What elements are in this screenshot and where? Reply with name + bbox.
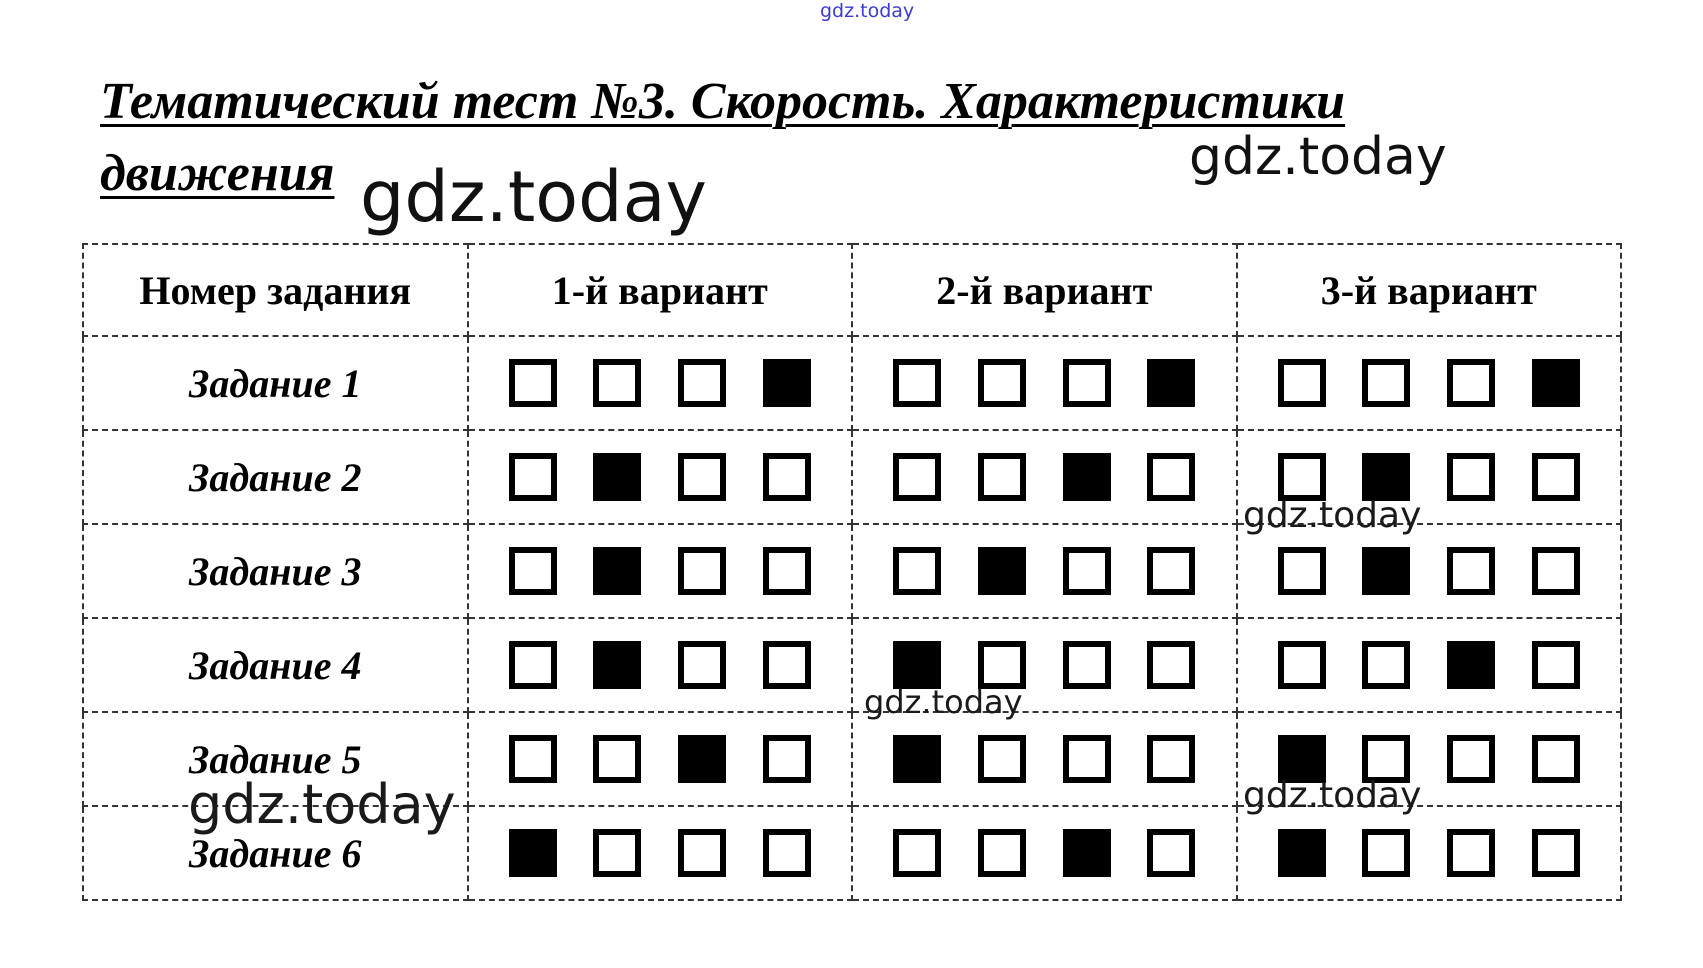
watermark-top: gdz.today (820, 0, 915, 22)
header-variant-1: 1-й вариант (468, 244, 853, 336)
checked-box-icon (978, 547, 1026, 595)
checked-box-icon (1147, 359, 1195, 407)
checked-box-icon (1063, 453, 1111, 501)
task-label: Задание 1 (83, 336, 468, 430)
watermark-row5-right: gdz.today (1243, 775, 1422, 816)
empty-box-icon (893, 547, 941, 595)
empty-box-icon (978, 735, 1026, 783)
answer-options (469, 829, 852, 877)
empty-box-icon (593, 359, 641, 407)
empty-box-icon (763, 641, 811, 689)
empty-box-icon (1063, 547, 1111, 595)
answer-options (469, 453, 852, 501)
empty-box-icon (509, 735, 557, 783)
task-label: Задание 6 (83, 806, 468, 900)
empty-box-icon (763, 453, 811, 501)
checked-box-icon (593, 641, 641, 689)
variant-3-cell (1237, 806, 1622, 900)
task-label: Задание 5 (83, 712, 468, 806)
empty-box-icon (509, 453, 557, 501)
empty-box-icon (1278, 641, 1326, 689)
watermark-row4: gdz.today (864, 683, 1023, 721)
variant-1-cell (468, 618, 853, 712)
variant-2-cell (852, 430, 1237, 524)
empty-box-icon (1063, 359, 1111, 407)
variant-2-cell (852, 524, 1237, 618)
variant-3-cell (1237, 524, 1622, 618)
empty-box-icon (1147, 453, 1195, 501)
answer-options (853, 359, 1236, 407)
checked-box-icon (1063, 829, 1111, 877)
empty-box-icon (1278, 359, 1326, 407)
empty-box-icon (978, 641, 1026, 689)
empty-box-icon (1362, 829, 1410, 877)
answer-options (1238, 453, 1621, 501)
variant-2-cell (852, 336, 1237, 430)
empty-box-icon (763, 735, 811, 783)
answer-options (469, 547, 852, 595)
empty-box-icon (1532, 829, 1580, 877)
empty-box-icon (678, 359, 726, 407)
empty-box-icon (509, 547, 557, 595)
watermark-title: gdz.today (360, 156, 707, 238)
empty-box-icon (1532, 735, 1580, 783)
task-label: Задание 4 (83, 618, 468, 712)
answer-options (853, 453, 1236, 501)
empty-box-icon (678, 829, 726, 877)
empty-box-icon (893, 829, 941, 877)
empty-box-icon (1147, 735, 1195, 783)
table-header-row (83, 244, 1621, 336)
empty-box-icon (763, 829, 811, 877)
checked-box-icon (1362, 453, 1410, 501)
empty-box-icon (1278, 547, 1326, 595)
empty-box-icon (593, 735, 641, 783)
answer-options (469, 735, 852, 783)
variant-1-cell (468, 336, 853, 430)
empty-box-icon (893, 359, 941, 407)
header-variant-3: 3-й вариант (1237, 244, 1622, 336)
variant-1-cell (468, 806, 853, 900)
answer-options (853, 547, 1236, 595)
empty-box-icon (763, 547, 811, 595)
watermark-right: gdz.today (1189, 127, 1447, 187)
checked-box-icon (1278, 829, 1326, 877)
answer-options (469, 359, 852, 407)
checked-box-icon (1532, 359, 1580, 407)
empty-box-icon (1362, 641, 1410, 689)
checked-box-icon (593, 547, 641, 595)
empty-box-icon (678, 547, 726, 595)
variant-1-cell (468, 430, 853, 524)
checked-box-icon (1447, 641, 1495, 689)
empty-box-icon (1447, 547, 1495, 595)
answer-options (853, 735, 1236, 783)
empty-box-icon (1147, 547, 1195, 595)
variant-3-cell (1237, 336, 1622, 430)
checked-box-icon (509, 829, 557, 877)
watermark-row2: gdz.today (1243, 495, 1422, 536)
empty-box-icon (1063, 735, 1111, 783)
answer-options (1238, 359, 1621, 407)
variant-1-cell (468, 524, 853, 618)
empty-box-icon (978, 453, 1026, 501)
empty-box-icon (1532, 547, 1580, 595)
page-title-text: Тематический тест №3. Скорость. Характеристики движения (100, 73, 1346, 202)
empty-box-icon (978, 359, 1026, 407)
table-row (83, 524, 1621, 618)
empty-box-icon (1447, 829, 1495, 877)
empty-box-icon (1147, 829, 1195, 877)
empty-box-icon (893, 453, 941, 501)
empty-box-icon (1362, 359, 1410, 407)
header-variant-2: 2-й вариант (852, 244, 1237, 336)
task-label: Задание 3 (83, 524, 468, 618)
checked-box-icon (1362, 547, 1410, 595)
table-row (83, 336, 1621, 430)
empty-box-icon (593, 829, 641, 877)
checked-box-icon (763, 359, 811, 407)
header-task-number: Номер задания (83, 244, 468, 336)
variant-2-cell (852, 712, 1237, 806)
checked-box-icon (893, 641, 941, 689)
checked-box-icon (893, 735, 941, 783)
answer-options (1238, 547, 1621, 595)
checked-box-icon (678, 735, 726, 783)
empty-box-icon (678, 641, 726, 689)
variant-1-cell (468, 712, 853, 806)
empty-box-icon (1447, 735, 1495, 783)
answer-options (853, 641, 1236, 689)
empty-box-icon (509, 359, 557, 407)
answer-options (853, 829, 1236, 877)
empty-box-icon (1532, 453, 1580, 501)
answer-options (1238, 829, 1621, 877)
watermark-row5-left: gdz.today (188, 773, 456, 836)
variant-3-cell (1237, 618, 1622, 712)
empty-box-icon (1278, 453, 1326, 501)
empty-box-icon (1532, 641, 1580, 689)
empty-box-icon (1447, 453, 1495, 501)
answer-options (1238, 641, 1621, 689)
checked-box-icon (593, 453, 641, 501)
variant-2-cell (852, 806, 1237, 900)
empty-box-icon (978, 829, 1026, 877)
empty-box-icon (678, 453, 726, 501)
answer-options (469, 641, 852, 689)
table-row (83, 618, 1621, 712)
empty-box-icon (1147, 641, 1195, 689)
task-label: Задание 2 (83, 430, 468, 524)
empty-box-icon (1447, 359, 1495, 407)
empty-box-icon (1063, 641, 1111, 689)
empty-box-icon (509, 641, 557, 689)
